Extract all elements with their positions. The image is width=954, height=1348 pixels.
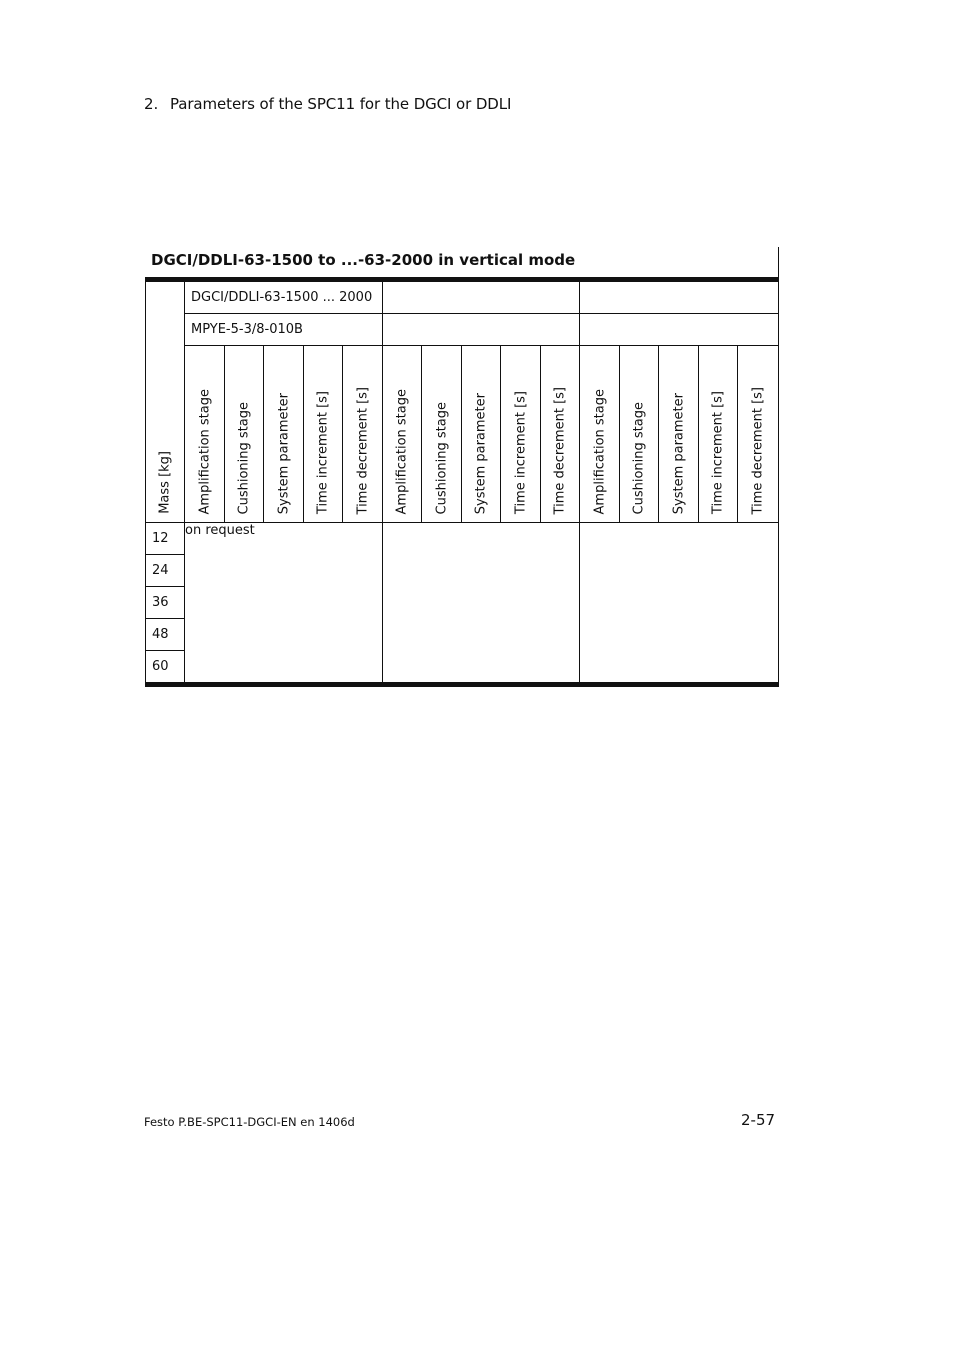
parameter-table — [145, 247, 779, 687]
table-row — [146, 523, 779, 555]
col-header: System parameter — [264, 346, 304, 523]
col-header: Amplification stage — [580, 346, 620, 523]
table-title: DGCI/DDLI-63-1500 to ...-63-2000 in vertical mode — [145, 247, 779, 281]
col-header: Amplification stage — [383, 346, 422, 523]
table-bottom-rule — [145, 683, 779, 687]
col-header: Time increment [s] — [699, 346, 738, 523]
mass-value: 36 — [146, 587, 185, 619]
mass-value: 24 — [146, 555, 185, 587]
footer-page-number: 2-57 — [741, 1111, 776, 1129]
col-header: Time decrement [s] — [541, 346, 580, 523]
empty-valve-cell — [383, 314, 580, 346]
col-header: Time increment [s] — [304, 346, 343, 523]
col-header: System parameter — [462, 346, 501, 523]
valve-row — [146, 314, 779, 346]
col-header: Cushioning stage — [422, 346, 462, 523]
col-header: Cushioning stage — [225, 346, 264, 523]
mass-value: 48 — [146, 619, 185, 651]
empty-drive-cell — [383, 282, 580, 314]
mass-value: 12 — [146, 523, 185, 555]
chapter-number: 2. — [144, 95, 159, 113]
col-header: Time decrement [s] — [738, 346, 779, 523]
drive-label: DGCI/DDLI-63-1500 ... 2000 — [185, 282, 383, 314]
mass-header-cell — [146, 282, 185, 523]
column-header-row — [146, 346, 779, 523]
mass-value: 60 — [146, 651, 185, 683]
chapter-title: Parameters of the SPC11 for the DGCI or DDLI — [170, 95, 512, 113]
col-header: Time increment [s] — [501, 346, 541, 523]
empty-data-block — [383, 523, 580, 683]
mass-header: Mass [kg] — [157, 451, 173, 514]
col-header: System parameter — [659, 346, 699, 523]
valve-label: MPYE-5-3/8-010B — [185, 314, 383, 346]
table-grid — [145, 281, 779, 683]
col-header: Amplification stage — [185, 346, 225, 523]
col-header: Cushioning stage — [620, 346, 659, 523]
empty-valve-cell — [580, 314, 779, 346]
footer-document-id: Festo P.BE-SPC11-DGCI-EN en 1406d — [144, 1115, 355, 1129]
drive-row — [146, 282, 779, 314]
empty-data-block — [580, 523, 779, 683]
chapter-heading — [144, 95, 511, 113]
on-request-note: on request — [185, 523, 383, 683]
empty-drive-cell — [580, 282, 779, 314]
col-header: Time decrement [s] — [343, 346, 383, 523]
